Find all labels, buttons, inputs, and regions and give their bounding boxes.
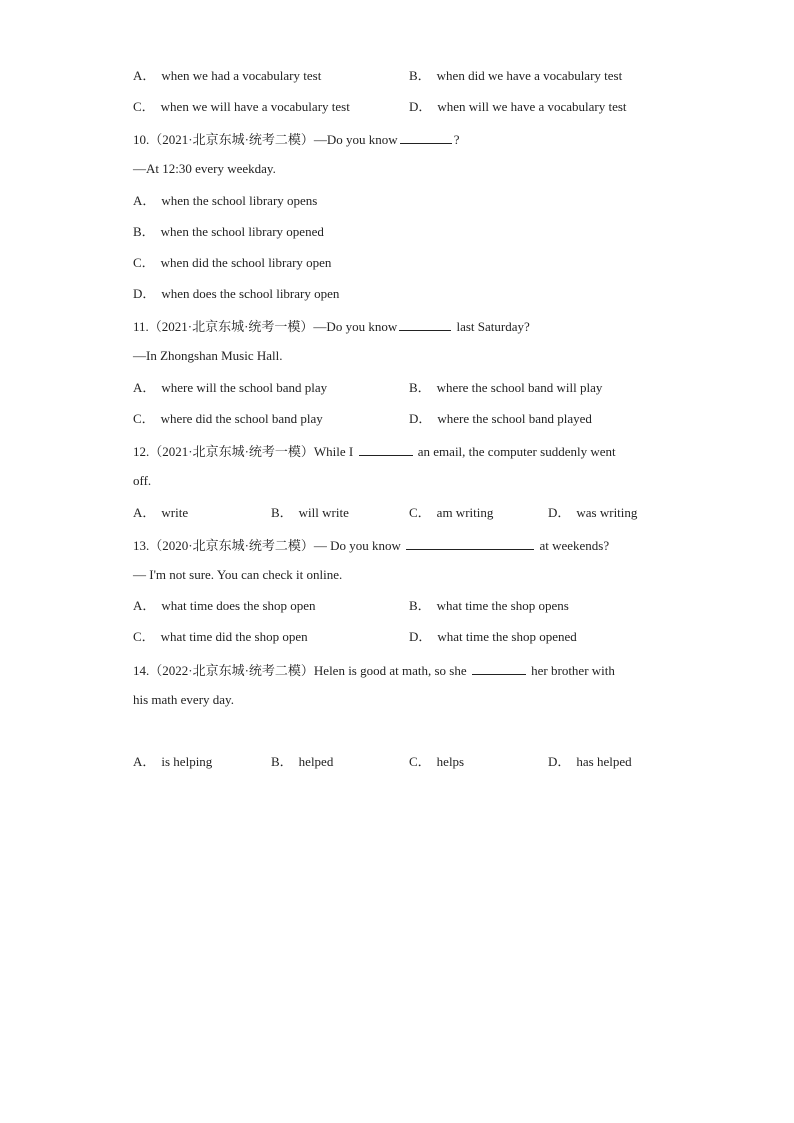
q10-option-d[interactable] [133, 286, 339, 302]
option-text: am writing [436, 505, 494, 520]
option-text: helped [298, 754, 334, 769]
option-letter: A． [133, 380, 156, 395]
q13-option-b[interactable] [409, 598, 569, 614]
option-letter: B． [271, 505, 293, 520]
answer-blank[interactable] [399, 317, 451, 331]
q11-response: —In Zhongshan Music Hall. [133, 348, 283, 363]
option-letter: D． [409, 99, 432, 114]
answer-blank[interactable] [472, 661, 526, 675]
q13-option-c[interactable] [133, 629, 308, 645]
option-text: what time the shop opens [436, 598, 569, 613]
q14-option-b[interactable] [271, 754, 333, 770]
q9-option-a[interactable] [133, 68, 321, 84]
option-letter: B． [271, 754, 293, 769]
option-letter: D． [409, 629, 432, 644]
q14-option-c[interactable] [409, 754, 464, 770]
option-letter: B． [409, 598, 431, 613]
option-text: where the school band played [437, 411, 592, 426]
option-letter: B． [409, 68, 431, 83]
q13-stem [133, 536, 609, 554]
option-text: when did we have a vocabulary test [436, 68, 623, 83]
option-letter: C． [133, 411, 155, 426]
answer-blank[interactable] [359, 442, 413, 456]
option-text: when the school library opens [161, 193, 318, 208]
option-letter: A． [133, 193, 156, 208]
q11-option-c[interactable] [133, 411, 323, 427]
q9-option-d[interactable] [409, 99, 627, 115]
q11-option-d[interactable] [409, 411, 592, 427]
option-text: helps [436, 754, 465, 769]
stem-text: 12.（2021·北京东城·统考一模）While I [133, 444, 354, 459]
option-letter: D． [548, 505, 571, 520]
q14-stem [133, 661, 615, 679]
option-text: when we will have a vocabulary test [160, 99, 350, 114]
stem-text: last Saturday? [456, 319, 530, 334]
option-letter: D． [133, 286, 156, 301]
option-letter: C． [133, 629, 155, 644]
option-text: when the school library opened [160, 224, 324, 239]
q13-option-a[interactable] [133, 598, 316, 614]
option-letter: B． [409, 380, 431, 395]
option-letter: A． [133, 505, 156, 520]
option-text: is helping [161, 754, 213, 769]
q10-stem [133, 130, 459, 148]
option-text: when does the school library open [161, 286, 340, 301]
q11-option-a[interactable] [133, 380, 327, 396]
option-letter: D． [548, 754, 571, 769]
option-letter: B． [133, 224, 155, 239]
stem-text: an email, the computer suddenly went [417, 444, 616, 459]
q12-stem [133, 442, 616, 460]
answer-blank[interactable] [406, 536, 534, 550]
q10-option-b[interactable] [133, 224, 324, 240]
option-text: will write [298, 505, 349, 520]
option-letter: A． [133, 598, 156, 613]
option-text: where the school band will play [436, 380, 603, 395]
option-text: when will we have a vocabulary test [437, 99, 627, 114]
q12-option-a[interactable] [133, 505, 188, 521]
stem-text: 11.（2021·北京东城·统考一模）—Do you know [133, 319, 398, 334]
option-text: when we had a vocabulary test [161, 68, 322, 83]
q9-option-b[interactable] [409, 68, 622, 84]
option-letter: C． [409, 754, 431, 769]
stem-text: 14.（2022·北京东城·统考二模）Helen is good at math, so she [133, 663, 467, 678]
option-text: what time does the shop open [161, 598, 316, 613]
option-text: write [161, 505, 189, 520]
q12-option-d[interactable] [548, 505, 637, 521]
option-letter: D． [409, 411, 432, 426]
stem-text: 13.（2020·北京东城·统考二模）— Do you know [133, 538, 401, 553]
q10-option-a[interactable] [133, 193, 317, 209]
option-letter: C． [409, 505, 431, 520]
option-letter: C． [133, 99, 155, 114]
option-text: when did the school library open [160, 255, 332, 270]
q12-stem-continued: off. [133, 473, 152, 488]
option-letter: C． [133, 255, 155, 270]
option-text: what time the shop opened [437, 629, 577, 644]
option-letter: A． [133, 68, 156, 83]
option-text: where did the school band play [160, 411, 323, 426]
option-text: what time did the shop open [160, 629, 308, 644]
stem-text: at weekends? [539, 538, 610, 553]
q11-stem [133, 317, 530, 335]
q12-option-b[interactable] [271, 505, 349, 521]
q14-option-d[interactable] [548, 754, 632, 770]
option-text: has helped [576, 754, 632, 769]
q12-option-c[interactable] [409, 505, 493, 521]
q13-option-d[interactable] [409, 629, 577, 645]
stem-text: 10.（2021·北京东城·统考二模）—Do you know [133, 132, 398, 147]
option-letter: A． [133, 754, 156, 769]
option-text: was writing [576, 505, 638, 520]
q14-option-a[interactable] [133, 754, 212, 770]
q10-option-c[interactable] [133, 255, 331, 271]
stem-text: her brother with [531, 663, 615, 678]
q14-stem-continued: his math every day. [133, 692, 234, 707]
stem-text: ? [453, 132, 460, 147]
q10-response: —At 12:30 every weekday. [133, 161, 276, 176]
q9-option-c[interactable] [133, 99, 350, 115]
option-text: where will the school band play [161, 380, 328, 395]
q13-response: — I'm not sure. You can check it online. [133, 567, 343, 582]
answer-blank[interactable] [400, 130, 452, 144]
q11-option-b[interactable] [409, 380, 602, 396]
